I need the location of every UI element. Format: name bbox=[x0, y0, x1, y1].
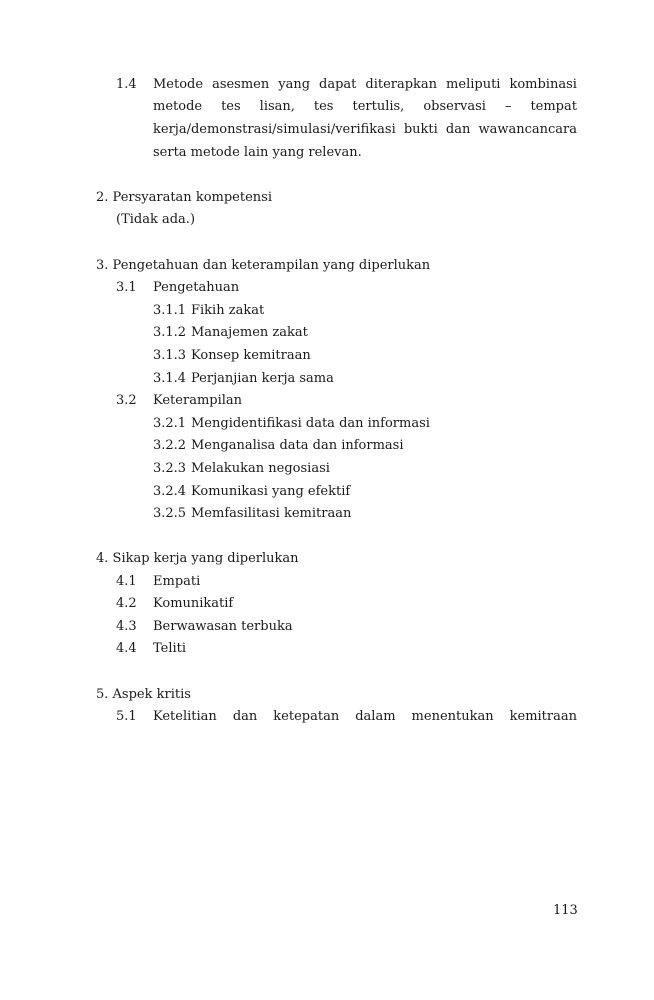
list-item-number: 4.2 bbox=[116, 596, 137, 611]
list-item: Perjanjian kerja sama bbox=[191, 371, 334, 386]
word: meliputi bbox=[446, 77, 501, 92]
word: wawancancara bbox=[478, 122, 577, 137]
page-number: 113 bbox=[553, 903, 578, 918]
word: kombinasi bbox=[509, 77, 577, 92]
word: Ketelitian bbox=[153, 709, 217, 724]
word: ketepatan bbox=[273, 709, 340, 724]
paragraph-line bbox=[153, 709, 577, 725]
list-item: Konsep kemitraan bbox=[191, 348, 311, 363]
word: dan bbox=[232, 709, 258, 724]
list-item-number: 4.4 bbox=[116, 641, 137, 656]
word: kerja/demonstrasi/simulasi/verifikasi bbox=[153, 122, 396, 137]
word: metode bbox=[153, 99, 203, 114]
list-item-number: 4.3 bbox=[116, 619, 137, 634]
list-item-number: 3.1.4 bbox=[153, 371, 187, 386]
list-item-number: 3.2.3 bbox=[153, 461, 187, 476]
list-item: Melakukan negosiasi bbox=[191, 461, 330, 476]
list-item-number: 4.1 bbox=[116, 574, 137, 589]
word: – bbox=[504, 99, 512, 114]
word: tempat bbox=[530, 99, 577, 114]
list-item: Fikih zakat bbox=[191, 303, 265, 318]
section-heading: 2. Persyaratan kompetensi bbox=[96, 190, 272, 205]
section-heading: 5. Aspek kritis bbox=[96, 687, 191, 702]
word: dan bbox=[445, 122, 471, 137]
list-item-number: 3.1.2 bbox=[153, 325, 187, 340]
list-item: Menganalisa data dan informasi bbox=[191, 438, 404, 453]
list-item-number: 3.1.3 bbox=[153, 348, 187, 363]
list-item: Manajemen zakat bbox=[191, 325, 308, 340]
word: dalam bbox=[355, 709, 396, 724]
word: tes bbox=[313, 99, 334, 114]
list-item-number: 3.1.1 bbox=[153, 303, 187, 318]
list-item-number: 3.2.1 bbox=[153, 416, 187, 431]
word: Metode bbox=[153, 77, 204, 92]
word: observasi bbox=[423, 99, 486, 114]
section-heading: 3. Pengetahuan dan keterampilan yang diperlukan bbox=[96, 258, 431, 273]
word: diterapkan bbox=[365, 77, 438, 92]
list-item: Berwawasan terbuka bbox=[153, 619, 293, 634]
list-item: Memfasilitasi kemitraan bbox=[191, 506, 352, 521]
paragraph-line bbox=[153, 77, 577, 93]
word: asesmen bbox=[212, 77, 270, 92]
list-item: Teliti bbox=[153, 641, 187, 656]
section-note: (Tidak ada.) bbox=[116, 212, 196, 227]
paragraph-line: serta metode lain yang relevan. bbox=[153, 145, 362, 160]
list-item: Komunikasi yang efektif bbox=[191, 484, 351, 499]
item-number: 1.4 bbox=[116, 77, 137, 92]
list-item: Komunikatif bbox=[153, 596, 234, 611]
word: tes bbox=[221, 99, 241, 114]
word: dapat bbox=[319, 77, 357, 92]
word: menentukan bbox=[411, 709, 494, 724]
list-item-number: 3.2.2 bbox=[153, 438, 187, 453]
word: yang bbox=[278, 77, 311, 92]
section-heading: 4. Sikap kerja yang diperlukan bbox=[96, 551, 299, 566]
list-item-number: 3.2.4 bbox=[153, 484, 187, 499]
list-item-number: 3.2.5 bbox=[153, 506, 187, 521]
subsection-label: Keterampilan bbox=[153, 393, 243, 408]
list-item: Empati bbox=[153, 574, 201, 589]
subsection-number: 3.1 bbox=[116, 280, 137, 295]
list-item-number: 5.1 bbox=[116, 709, 137, 724]
list-item: Mengidentifikasi data dan informasi bbox=[191, 416, 430, 431]
subsection-number: 3.2 bbox=[116, 393, 137, 408]
word: lisan, bbox=[259, 99, 295, 114]
word: bukti bbox=[403, 122, 438, 137]
word: tertulis, bbox=[352, 99, 405, 114]
subsection-label: Pengetahuan bbox=[153, 280, 240, 295]
paragraph-line bbox=[153, 99, 577, 115]
paragraph-line bbox=[153, 122, 577, 138]
word: kemitraan bbox=[509, 709, 577, 724]
